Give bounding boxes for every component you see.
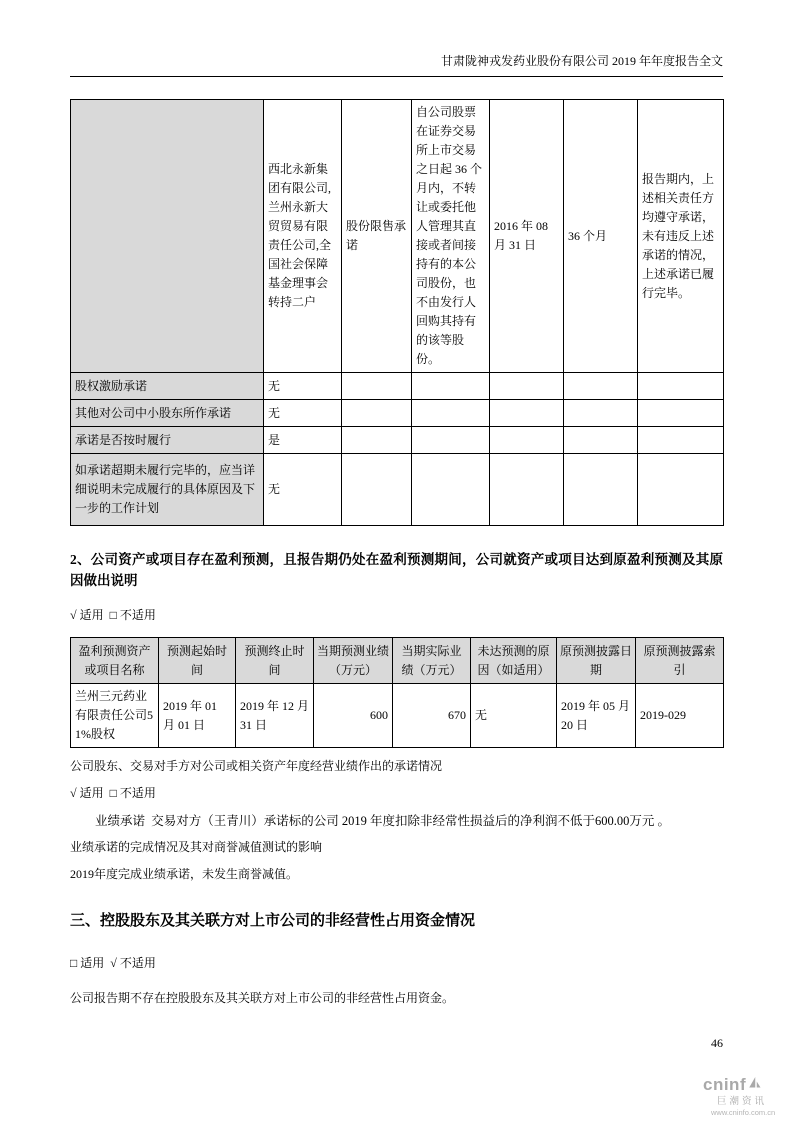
row-label-cell: 股权激励承诺: [71, 373, 264, 400]
section-heading-profit-forecast: 2、公司资产或项目存在盈利预测，且报告期仍处在盈利预测期间，公司就资产或项目达到原盈利预测及其原因做出说明: [70, 552, 723, 588]
table-row-equity-incentive: [71, 373, 724, 400]
cninfo-sail-icon: [747, 1076, 762, 1095]
commitment-table: [70, 99, 724, 526]
disclosure-index-cell: 2019-029: [636, 684, 724, 748]
applicability-line: √ 适用 □ 不适用: [70, 786, 156, 800]
empty-cell: [638, 454, 724, 526]
row-value-cell: 无: [264, 373, 342, 400]
page-number: 46: [711, 1036, 723, 1050]
empty-cell: [412, 373, 490, 400]
commitment-date-cell: 2016 年 08 月 31 日: [490, 100, 564, 373]
cninfo-url: www.cninfo.com.cn: [711, 1108, 776, 1118]
empty-cell: [638, 400, 724, 427]
row-value-cell: 无: [264, 400, 342, 427]
performance-commitment-paragraph: 业绩承诺 交易对方（王青川）承诺标的公司 2019 年度扣除非经常性损益后的净利润不低于600.00万元 。: [95, 814, 671, 828]
empty-cell: [342, 454, 412, 526]
row-label-cell: 如承诺超期未履行完毕的，应当详细说明未完成履行的具体原因及下一步的工作计划: [71, 454, 264, 526]
empty-cell: [564, 373, 638, 400]
applicability-line: □ 适用 √ 不适用: [70, 956, 156, 970]
commitment-main-row: [71, 100, 724, 373]
empty-cell: [342, 373, 412, 400]
commitment-party-cell: 西北永新集团有限公司,兰州永新大贸贸易有限责任公司,全国社会保障基金理事会转持二户: [264, 100, 342, 373]
column-header: 原预测披露日期: [557, 638, 636, 684]
empty-cell: [342, 400, 412, 427]
fund-occupation-text: 公司报告期不存在控股股东及其关联方对上市公司的非经营性占用资金。: [70, 991, 455, 1005]
empty-cell: [564, 454, 638, 526]
empty-cell: [638, 373, 724, 400]
column-header: 当期实际业绩（万元）: [393, 638, 471, 684]
commitment-type-cell: 股份限售承诺: [342, 100, 412, 373]
row-value-cell: 是: [264, 427, 342, 454]
end-date-cell: 2019 年 12 月 31 日: [236, 684, 314, 748]
asset-cell: 兰州三元药业有限责任公司51%股权: [71, 684, 159, 748]
profit-forecast-table: [70, 637, 724, 748]
cninfo-name: 巨潮资讯: [717, 1095, 768, 1107]
commitment-content-cell: 自公司股票在证券交易所上市交易之日起 36 个月内，不转让或委托他人管理其直接或者间接持有的本公司股份，也不由发行人回购其持有的该等股份。: [412, 100, 490, 373]
column-header: 原预测披露索引: [636, 638, 724, 684]
empty-cell: [412, 400, 490, 427]
empty-cell: [490, 427, 564, 454]
commitment-period-cell: 36 个月: [564, 100, 638, 373]
empty-cell: [412, 427, 490, 454]
category-cell: [71, 100, 264, 373]
row-label-cell: 其他对公司中小股东所作承诺: [71, 400, 264, 427]
row-value-cell: 无: [264, 454, 342, 526]
empty-cell: [638, 427, 724, 454]
empty-cell: [564, 427, 638, 454]
cninfo-brand: [703, 1076, 779, 1095]
section-heading-fund-occupation: 三、控股股东及其关联方对上市公司的非经营性占用资金情况: [70, 913, 476, 929]
forecast-header-row: [71, 638, 724, 684]
page-header: [70, 0, 723, 77]
empty-cell: [342, 427, 412, 454]
applicability-line: √ 适用 □ 不适用: [70, 608, 156, 622]
empty-cell: [564, 400, 638, 427]
empty-cell: [490, 373, 564, 400]
start-date-cell: 2019 年 01 月 01 日: [159, 684, 236, 748]
column-header: 预测终止时间: [236, 638, 314, 684]
column-header: 盈利预测资产或项目名称: [71, 638, 159, 684]
performance-commitment-caption: 公司股东、交易对手方对公司或相关资产年度经营业绩作出的承诺情况: [70, 759, 443, 773]
disclosure-date-cell: 2019 年 05 月 20 日: [557, 684, 636, 748]
table-row-other-commitments: [71, 400, 724, 427]
column-header: 当期预测业绩（万元）: [314, 638, 393, 684]
report-title: 甘肃陇神戎发药业股份有限公司 2019 年年度报告全文: [440, 54, 723, 68]
empty-cell: [412, 454, 490, 526]
cninfo-brand-text: cninf: [703, 1075, 747, 1094]
completion-caption: 业绩承诺的完成情况及其对商誉减值测试的影响: [70, 840, 323, 854]
actual-value-cell: 670: [393, 684, 471, 748]
forecast-value-cell: 600: [314, 684, 393, 748]
column-header: 未达预测的原因（如适用）: [471, 638, 557, 684]
commitment-performance-cell: 报告期内，上述相关责任方均遵守承诺，未有违反上述承诺的情况，上述承诺已履行完毕。: [638, 100, 724, 373]
reason-cell: 无: [471, 684, 557, 748]
empty-cell: [490, 400, 564, 427]
forecast-data-row: [71, 684, 724, 748]
column-header: 预测起始时间: [159, 638, 236, 684]
row-label-cell: 承诺是否按时履行: [71, 427, 264, 454]
table-row-on-time: [71, 427, 724, 454]
completion-text: 2019年度完成业绩承诺，未发生商誉减值。: [70, 867, 299, 881]
table-row-overdue-explanation: [71, 454, 724, 526]
cninfo-logo: [703, 1076, 779, 1117]
empty-cell: [490, 454, 564, 526]
